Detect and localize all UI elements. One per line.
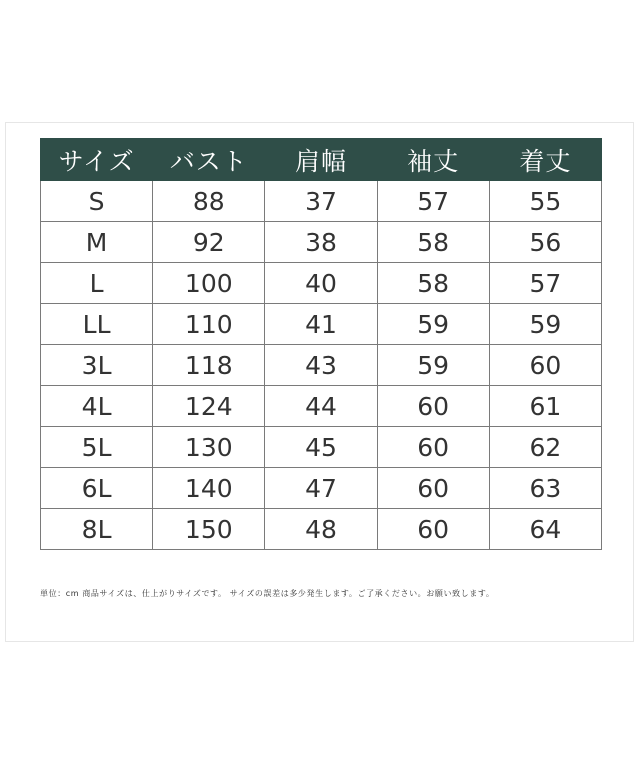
cell-sleeve-length: 60 (377, 468, 489, 509)
table-row (41, 509, 602, 550)
cell-size: 3L (41, 345, 153, 386)
table-row (41, 468, 602, 509)
cell-body-length: 61 (489, 386, 601, 427)
cell-body-length: 55 (489, 181, 601, 222)
cell-size: 4L (41, 386, 153, 427)
table-row (41, 427, 602, 468)
cell-body-length: 64 (489, 509, 601, 550)
cell-sleeve-length: 58 (377, 263, 489, 304)
cell-size: M (41, 222, 153, 263)
header-body-length: 着丈 (489, 139, 601, 181)
cell-shoulder-width: 44 (265, 386, 377, 427)
cell-shoulder-width: 38 (265, 222, 377, 263)
cell-bust: 100 (153, 263, 265, 304)
cell-size: 5L (41, 427, 153, 468)
cell-sleeve-length: 59 (377, 345, 489, 386)
header-size: サイズ (41, 139, 153, 181)
cell-sleeve-length: 60 (377, 509, 489, 550)
cell-bust: 130 (153, 427, 265, 468)
cell-sleeve-length: 60 (377, 386, 489, 427)
cell-bust: 118 (153, 345, 265, 386)
cell-body-length: 56 (489, 222, 601, 263)
header-sleeve-length: 袖丈 (377, 139, 489, 181)
cell-shoulder-width: 47 (265, 468, 377, 509)
size-note: 単位：cm 商品サイズは、仕上がりサイズです。 サイズの誤差は多少発生します。ご了承ください。お願い致します。 (40, 589, 495, 598)
cell-shoulder-width: 40 (265, 263, 377, 304)
cell-body-length: 59 (489, 304, 601, 345)
cell-body-length: 57 (489, 263, 601, 304)
cell-shoulder-width: 37 (265, 181, 377, 222)
cell-bust: 92 (153, 222, 265, 263)
cell-sleeve-length: 60 (377, 427, 489, 468)
cell-body-length: 62 (489, 427, 601, 468)
table-header-row (41, 139, 602, 181)
cell-sleeve-length: 58 (377, 222, 489, 263)
cell-bust: 140 (153, 468, 265, 509)
cell-bust: 88 (153, 181, 265, 222)
cell-shoulder-width: 41 (265, 304, 377, 345)
cell-sleeve-length: 57 (377, 181, 489, 222)
cell-bust: 124 (153, 386, 265, 427)
cell-body-length: 63 (489, 468, 601, 509)
cell-shoulder-width: 43 (265, 345, 377, 386)
header-bust: バスト (153, 139, 265, 181)
cell-bust: 150 (153, 509, 265, 550)
table-row (41, 345, 602, 386)
cell-body-length: 60 (489, 345, 601, 386)
size-table (40, 138, 602, 550)
table-row (41, 263, 602, 304)
table-row (41, 222, 602, 263)
cell-size: LL (41, 304, 153, 345)
table-row (41, 386, 602, 427)
cell-bust: 110 (153, 304, 265, 345)
cell-shoulder-width: 48 (265, 509, 377, 550)
cell-size: 6L (41, 468, 153, 509)
cell-size: S (41, 181, 153, 222)
table-row (41, 181, 602, 222)
cell-size: L (41, 263, 153, 304)
cell-shoulder-width: 45 (265, 427, 377, 468)
table-row (41, 304, 602, 345)
cell-size: 8L (41, 509, 153, 550)
header-shoulder-width: 肩幅 (265, 139, 377, 181)
cell-sleeve-length: 59 (377, 304, 489, 345)
